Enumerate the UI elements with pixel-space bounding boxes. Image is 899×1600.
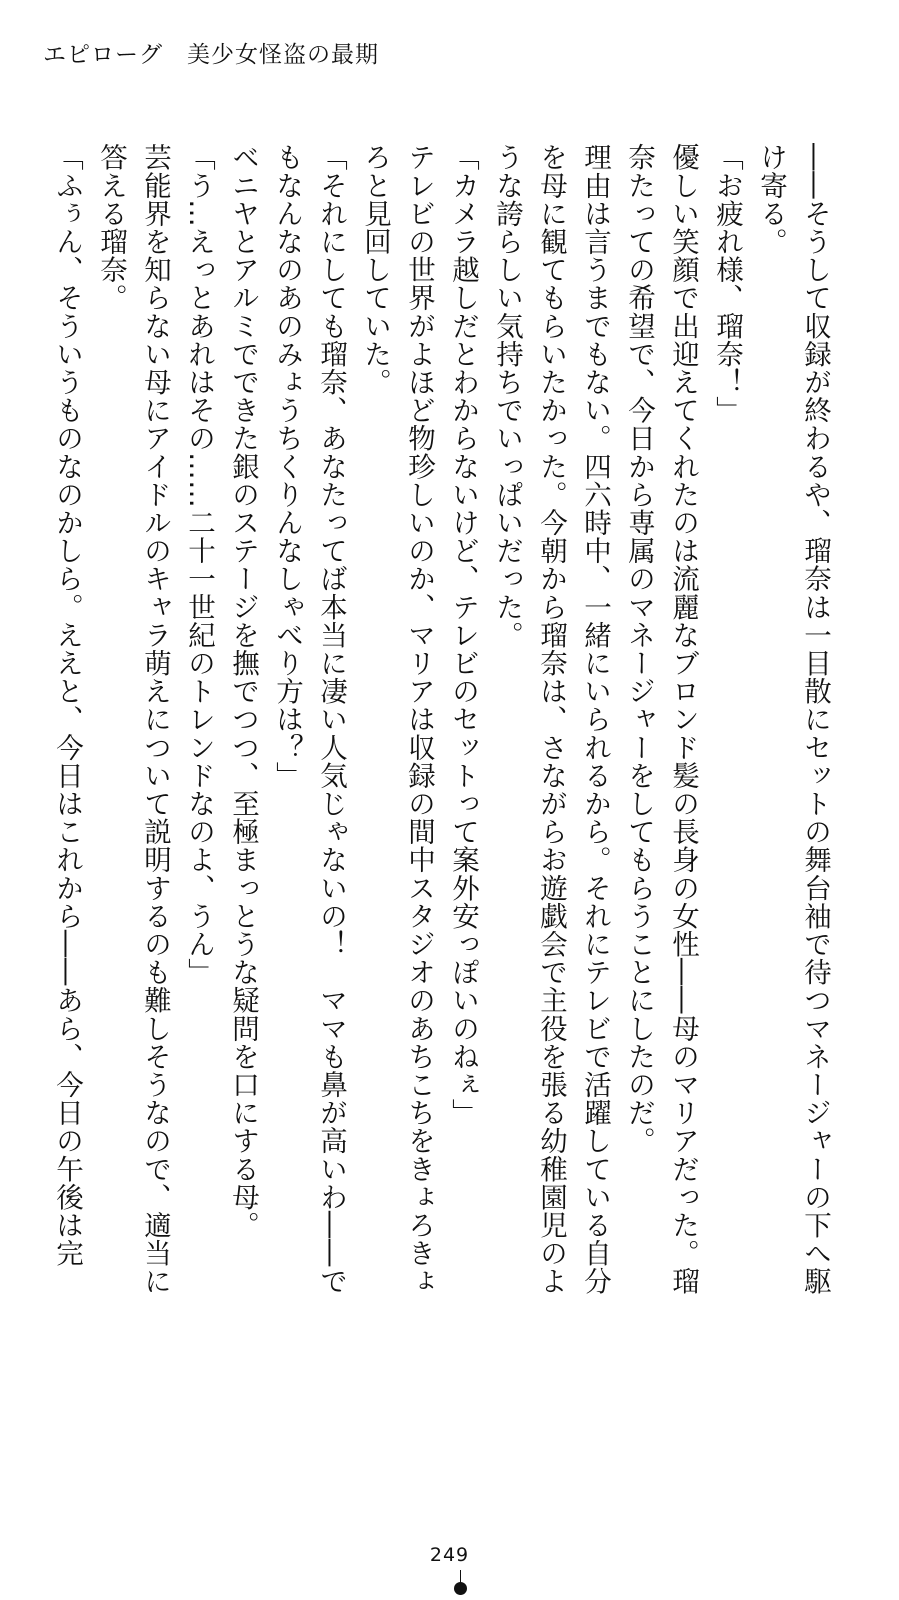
folio-dot-icon xyxy=(454,1582,467,1595)
paragraph: 「カメラ越しだとわからないけど、テレビのセットって案外安っぽいのねぇ」 xyxy=(447,143,479,1127)
paragraph: 「それにしても瑠奈、あなたってば本当に凄い人気じゃないの！ ママも鼻が高いわ――でもなんなのあのみょうちくりんなしゃべり方は？」 xyxy=(271,143,347,1296)
paragraph: 優しい笑顔で出迎えてくれたのは流麗なブロンド髪の長身の女性――母のマリアだった。瑠奈たっての希望で、今日から専属のマネージャーをしてもらうことにしたのだ。 xyxy=(623,143,699,1296)
paragraph: ベニヤとアルミでできた銀のステージを撫でつつ、至極まっとうな疑問を口にする母。 xyxy=(227,143,259,1239)
paragraph: ――そうして収録が終わるや、瑠奈は一目散にセットの舞台袖で待つマネージャーの下へ駆け寄る。 xyxy=(755,143,831,1296)
paragraph: 「う…えっとあれはその……二十一世紀のトレンドなのよ、うん」 xyxy=(183,143,215,986)
paragraph: テレビの世界がよほど物珍しいのか、マリアは収録の間中スタジオのあちこちをきょろきょろと見回していた。 xyxy=(359,143,435,1296)
paragraph: 「お疲れ様、瑠奈！」 xyxy=(711,143,743,424)
body-text xyxy=(37,143,837,1315)
paragraph: 「ふぅん、そういうものなのかしら。ええと、今日はこれから――あら、今日の午後は完 xyxy=(51,143,83,1267)
running-head: エピローグ 美少女怪盗の最期 xyxy=(43,42,379,68)
paragraph: 理由は言うまでもない。四六時中、一緒にいられるから。それにテレビで活躍している自分を母に観てもらいたかった。今朝から瑠奈は、さながらお遊戯会で主役を張る幼稚園児のような誇らしい気持ちでいっぱいだった。 xyxy=(491,143,611,1296)
paragraph: 芸能界を知らない母にアイドルのキャラ萌えについて説明するのも難しそうなので、適当に答える瑠奈。 xyxy=(95,143,171,1296)
page-number: 249 xyxy=(429,1544,470,1566)
